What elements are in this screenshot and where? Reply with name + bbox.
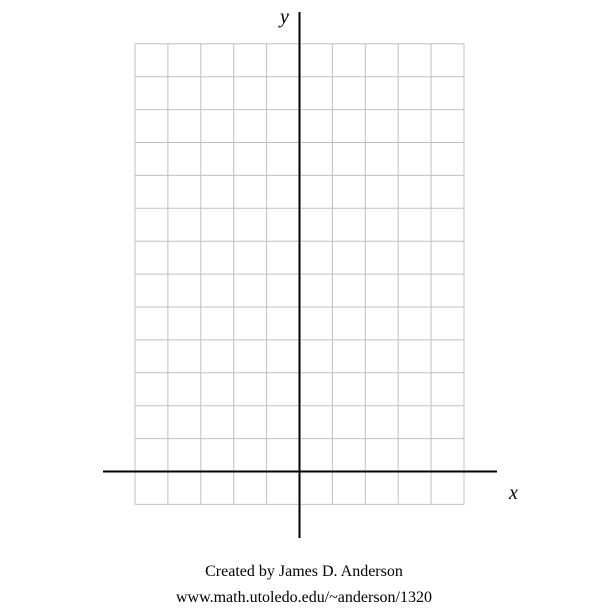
x-axis-label: x <box>509 482 518 504</box>
author-credit: Created by James D. Anderson <box>205 563 403 580</box>
y-axis-label: y <box>280 6 289 28</box>
source-url: www.math.utoledo.edu/~anderson/1320 <box>175 589 432 606</box>
